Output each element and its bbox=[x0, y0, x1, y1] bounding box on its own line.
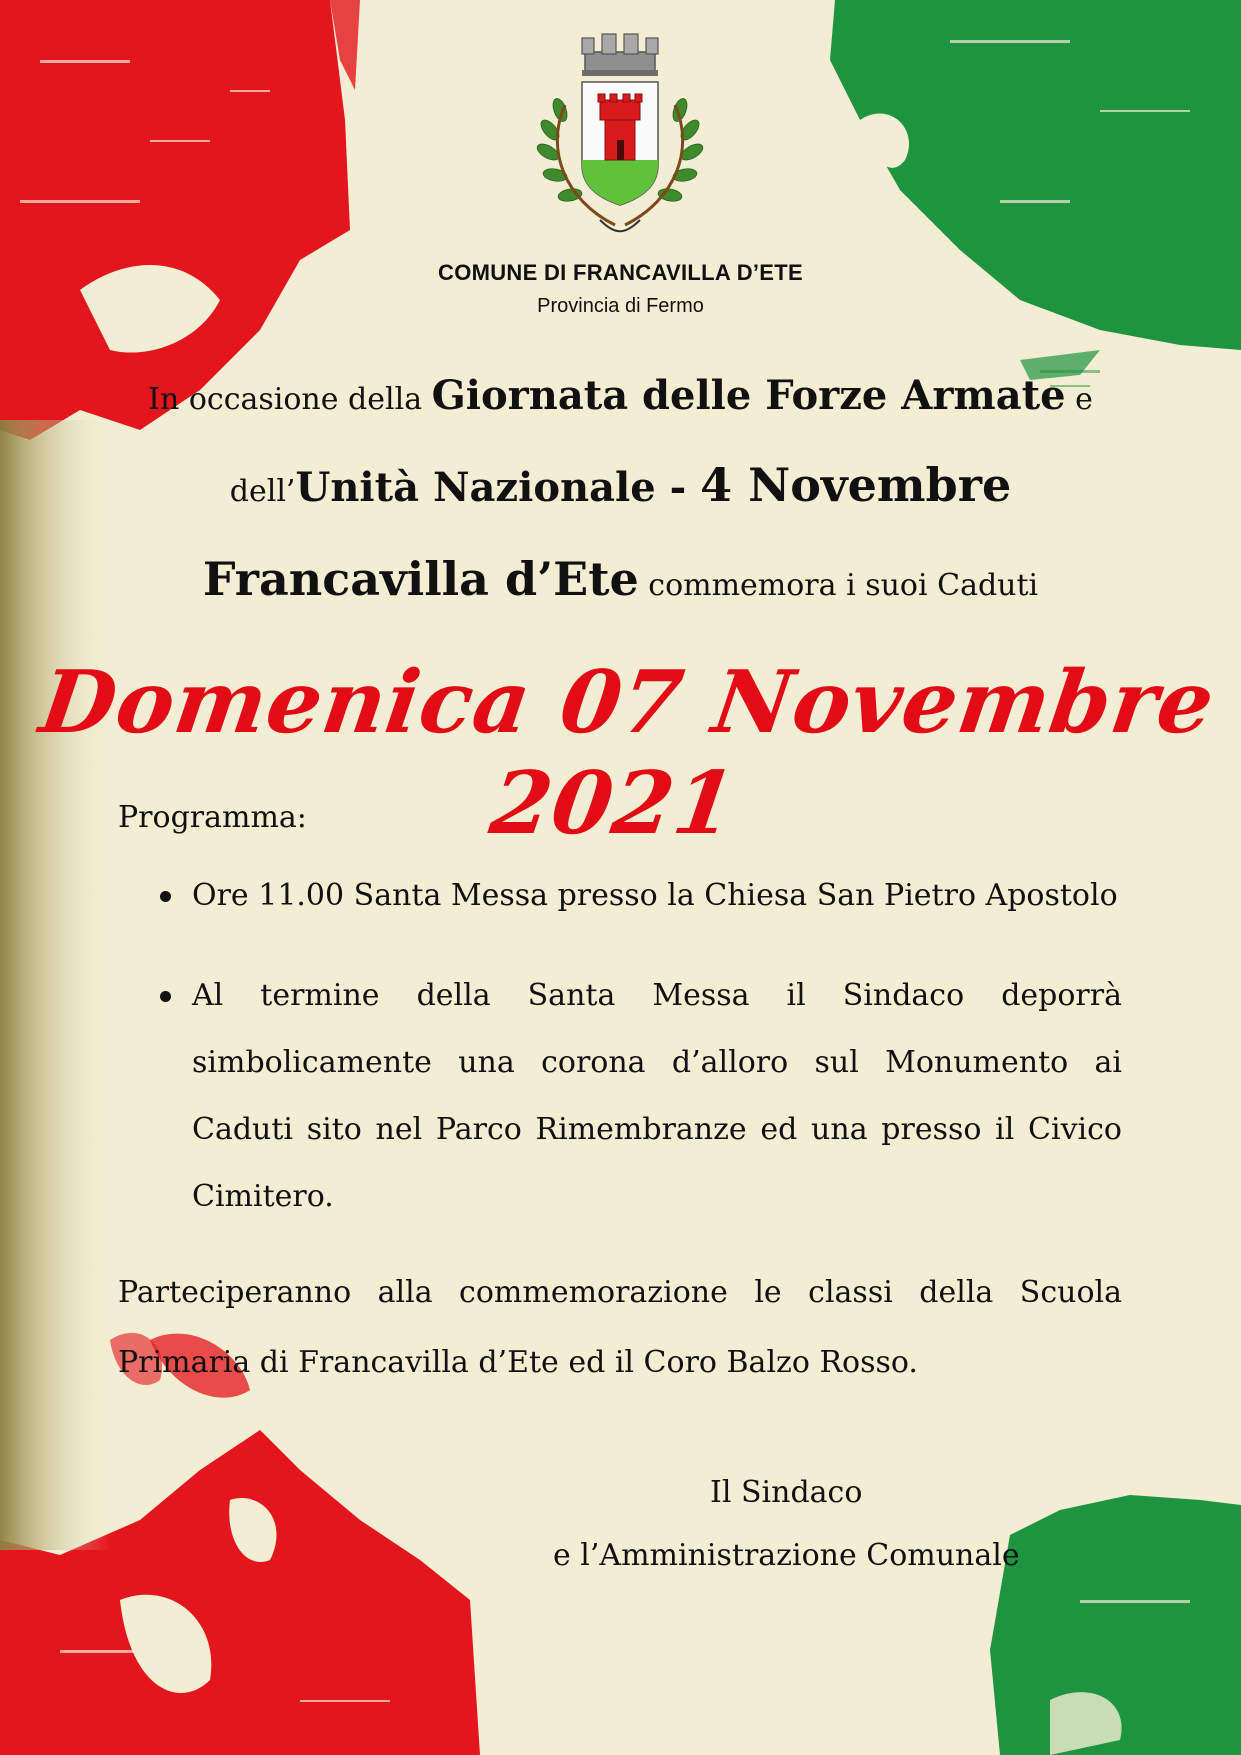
programma-label: Programma: bbox=[118, 800, 307, 835]
novembre-date: 4 Novembre bbox=[700, 458, 1012, 512]
event-date: Domenica 07 Novembre 2021 bbox=[34, 652, 1221, 854]
intro-text: commemora i suoi Caduti bbox=[638, 568, 1039, 603]
unita-title: Unità Nazionale - bbox=[295, 464, 701, 511]
intro-text: e bbox=[1065, 382, 1093, 417]
town-name: Francavilla d’Ete bbox=[202, 552, 639, 606]
participants-paragraph: Parteciperanno alla commemorazione le classi della Scuola Primaria di Francavilla d’Ete ed il Coro Balzo Rosso. bbox=[118, 1275, 1122, 1380]
provincia-label: Provincia di Fermo bbox=[537, 295, 704, 317]
signature-administration: e l’Amministrazione Comunale bbox=[553, 1538, 1020, 1573]
intro-text: dell’ bbox=[229, 474, 296, 509]
giornata-title: Giornata delle Forze Armate bbox=[431, 372, 1066, 419]
comune-title: COMUNE DI FRANCAVILLA D’ETE bbox=[438, 260, 803, 285]
intro-text: In occasione della bbox=[148, 382, 432, 417]
signature-mayor: Il Sindaco bbox=[710, 1475, 863, 1510]
coat-of-arms-icon bbox=[520, 30, 720, 245]
intro-line-2 bbox=[0, 458, 1241, 512]
intro-line-1 bbox=[0, 372, 1241, 419]
program-item: Al termine della Santa Messa il Sindaco deporrà simbolicamente una corona d’alloro sul Monumento ai Caduti sito nel Parco Rimembranze ed una presso il Civico Cimitero. bbox=[192, 962, 1122, 1230]
program-item: Ore 11.00 Santa Messa presso la Chiesa San Pietro Apostolo bbox=[192, 862, 1122, 929]
intro-line-3 bbox=[0, 552, 1241, 606]
